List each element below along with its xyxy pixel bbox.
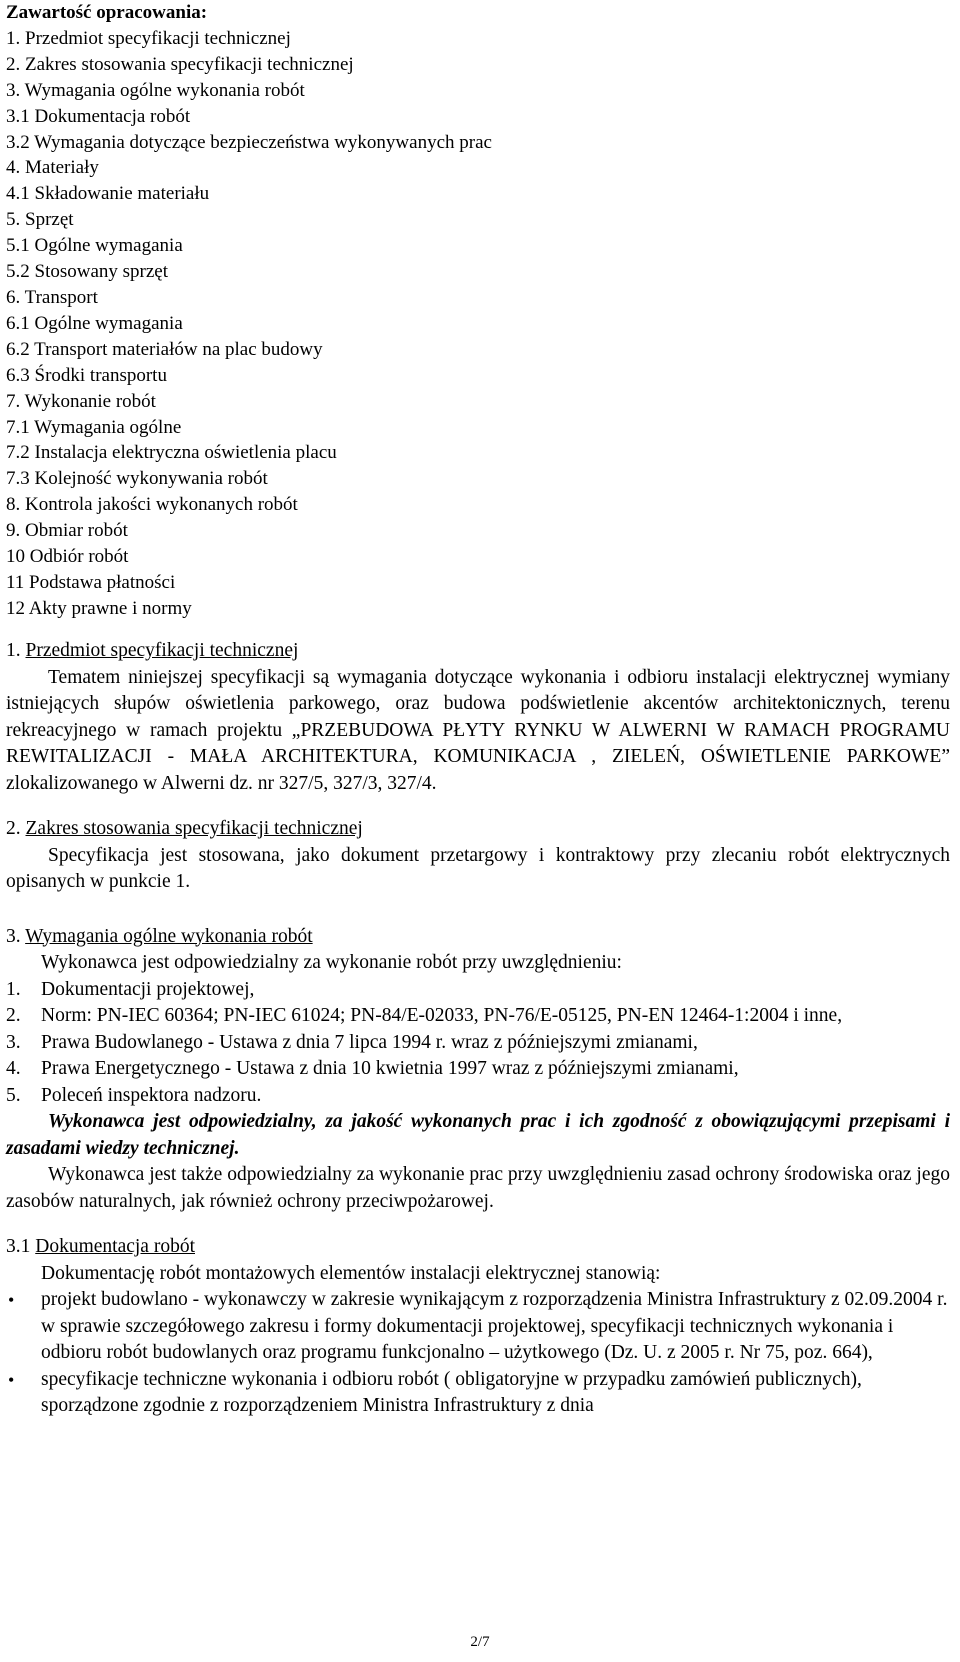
list-item-text: Norm: PN-IEC 60364; PN-IEC 61024; PN-84/E-02033, PN-76/E-05125, PN-EN 12464-1:2004 i inne, xyxy=(41,1005,843,1026)
section-title: Wymagania ogólne wykonania robót xyxy=(25,925,313,947)
list-item xyxy=(6,1367,950,1420)
list-item-number: 2. xyxy=(6,1005,21,1026)
section-3-1-heading xyxy=(6,1234,950,1261)
toc-item: 7. Wykonanie robót xyxy=(6,390,156,412)
section-title: Zakres stosowania specyfikacji technicznej xyxy=(25,818,363,839)
toc-item: 7.2 Instalacja elektryczna oświetlenia placu xyxy=(6,442,337,464)
requirements-list xyxy=(6,977,950,1110)
list-item-text: Dokumentacji projektowej, xyxy=(41,978,255,1000)
list-item-number: 5. xyxy=(6,1084,21,1106)
toc-item: 7.3 Kolejność wykonywania robót xyxy=(6,468,268,490)
list-item-number: 4. xyxy=(6,1058,21,1079)
toc-item: 7.1 Wymagania ogólne xyxy=(6,416,182,438)
list-item-text: Poleceń inspektora nadzoru. xyxy=(41,1084,262,1106)
section-1-heading xyxy=(6,638,950,665)
section-number: 3. xyxy=(6,925,26,947)
list-item xyxy=(6,1056,950,1083)
list-item xyxy=(6,1030,950,1057)
toc-item: 5.2 Stosowany sprzęt xyxy=(6,261,169,283)
documentation-list xyxy=(6,1287,950,1420)
bullet-icon: • xyxy=(8,1369,15,1390)
toc-heading: Zawartość opracowania: xyxy=(6,2,208,23)
toc-item: 10 Odbiór robót xyxy=(6,546,129,568)
list-item-text: Prawa Energetycznego - Ustawa z dnia 10 kwietnia 1997 wraz z późniejszymi zmianami, xyxy=(41,1058,739,1079)
section-number: 1. xyxy=(6,640,26,661)
toc-item: 3.1 Dokumentacja robót xyxy=(6,105,191,127)
toc-item: 4. Materiały xyxy=(6,157,99,179)
section-1-paragraph: Tematem niniejszej specyfikacji są wymagania dotyczące wykonania i odbioru instalacji elektrycznej wymiany istniejących słupów oświetlenia parkowego, oraz budowa podświetlenie akcentów architektonicznych, terenu rekreacyjnego w ramach projektu „PRZEBUDOWA PŁYTY RYNKU W ALWERNI W RAMACH PROGRAMU REWITALIZACJI - MAŁA ARCHITEKTURA, KOMUNIKACJA , ZIELEŃ, OŚWIETLENIE PARKOWE” zlokalizowanego w Alwerni dz. nr 327/5, 327/3, 327/4. xyxy=(6,666,950,794)
list-item xyxy=(6,977,950,1004)
toc-item: 12 Akty prawne i normy xyxy=(6,597,192,619)
list-item-number: 3. xyxy=(6,1031,21,1053)
section-number: 2. xyxy=(6,818,26,839)
list-item xyxy=(6,1287,950,1367)
list-item-text: projekt budowlano - wykonawczy w zakresie wynikającym z rozporządzenia Ministra Infrastruktury z 02.09.2004 r. w sprawie szczegółowego zakresu i formy dokumentacji projektowej, specyfikacji technicznych wykonania i odbioru robót budowlanych oraz programu funkcjonalno – użytkowego (Dz. U. z 2005 r. Nr 75, poz. 664), xyxy=(41,1289,948,1363)
toc-item: 6.1 Ogólne wymagania xyxy=(6,312,183,334)
section-number: 3.1 xyxy=(6,1236,36,1257)
responsibility-statement: Wykonawca jest odpowiedzialny, za jakość wykonanych prac i ich zgodność z obowiązującymi przepisami i zasadami wiedzy technicznej. xyxy=(6,1111,950,1159)
list-item-number: 1. xyxy=(6,978,21,1000)
toc-item: 4.1 Składowanie materiału xyxy=(6,183,210,205)
section-2-heading xyxy=(6,816,950,843)
toc-item: 6.3 Środki transportu xyxy=(6,364,167,386)
toc-item: 8. Kontrola jakości wykonanych robót xyxy=(6,494,298,516)
toc-item: 6. Transport xyxy=(6,286,98,308)
section-2-paragraph: Specyfikacja jest stosowana, jako dokument przetargowy i kontraktowy przy zlecaniu robót elektrycznych opisanych w punkcie 1. xyxy=(6,844,950,892)
toc-item: 9. Obmiar robót xyxy=(6,520,128,542)
document-body xyxy=(6,638,950,1420)
list-item xyxy=(6,1003,950,1030)
table-of-contents xyxy=(6,0,492,622)
toc-item: 3. Wymagania ogólne wykonania robót xyxy=(6,79,305,101)
toc-item: 11 Podstawa płatności xyxy=(6,571,176,593)
section-3-intro: Wykonawca jest odpowiedzialny za wykonanie robót przy uwzględnieniu: xyxy=(41,952,622,973)
toc-item: 1. Przedmiot specyfikacji technicznej xyxy=(6,27,291,49)
section-3-heading xyxy=(6,924,950,951)
section-title: Przedmiot specyfikacji technicznej xyxy=(25,640,299,661)
section-title: Dokumentacja robót xyxy=(35,1236,195,1257)
toc-item: 2. Zakres stosowania specyfikacji technicznej xyxy=(6,53,354,75)
environment-statement: Wykonawca jest także odpowiedzialny za wykonanie prac przy uwzględnieniu zasad ochrony środowiska oraz jego zasobów naturalnych, jak również ochrony przeciwpożarowej. xyxy=(6,1164,950,1212)
section-3-1-intro: Dokumentację robót montażowych elementów instalacji elektrycznej stanowią: xyxy=(41,1262,661,1284)
toc-item: 3.2 Wymagania dotyczące bezpieczeństwa wykonywanych prac xyxy=(6,131,492,153)
toc-item: 5. Sprzęt xyxy=(6,209,74,231)
list-item xyxy=(6,1083,950,1110)
page-number: 2/7 xyxy=(470,1634,490,1650)
toc-item: 6.2 Transport materiałów na plac budowy xyxy=(6,338,323,360)
list-item-text: Prawa Budowlanego - Ustawa z dnia 7 lipca 1994 r. wraz z późniejszymi zmianami, xyxy=(41,1031,698,1053)
bullet-icon: • xyxy=(8,1290,15,1310)
toc-item: 5.1 Ogólne wymagania xyxy=(6,235,183,257)
list-item-text: specyfikacje techniczne wykonania i odbioru robót ( obligatoryjne w przypadku zamówień publicznych), sporządzone zgodnie z rozporządzeniem Ministra Infrastruktury z dnia xyxy=(41,1368,862,1416)
